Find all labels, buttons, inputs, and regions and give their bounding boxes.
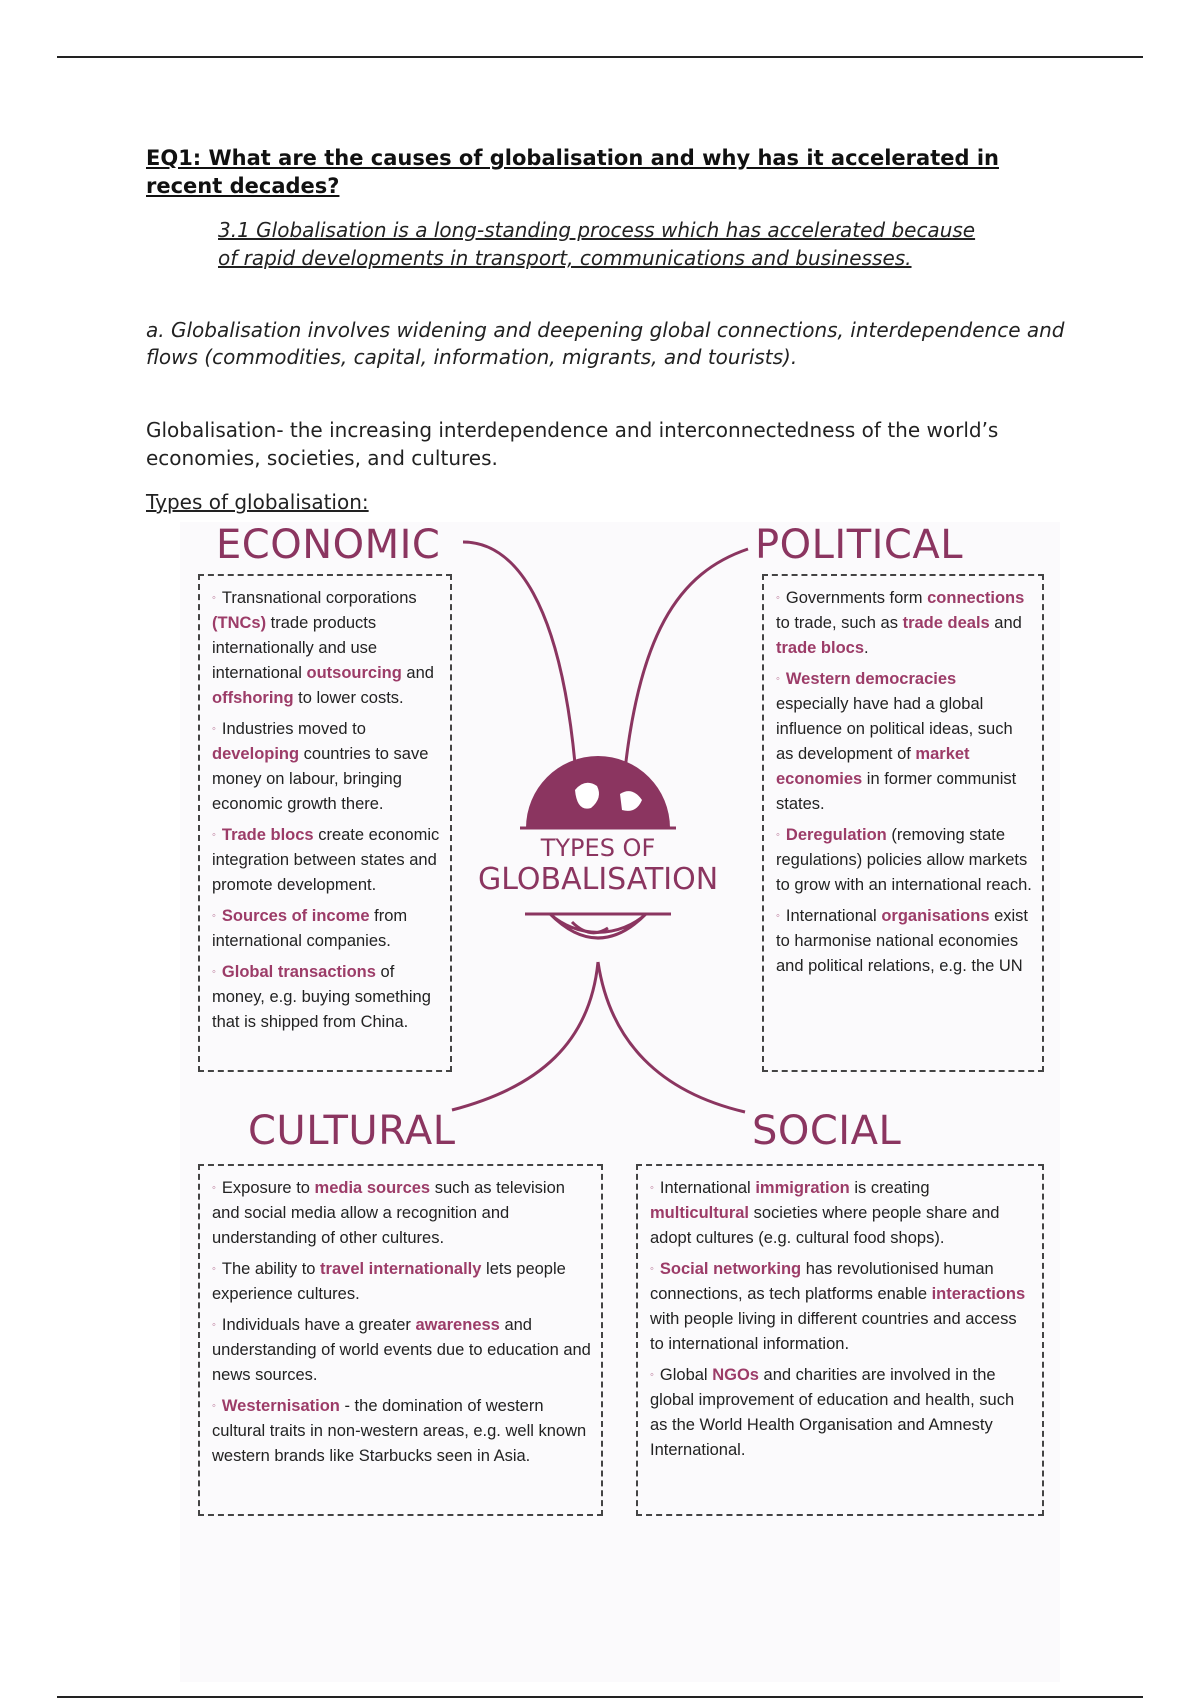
bullet-text: and charities are involved in the global improvement of education and health, such as the World Health Organisation and Amnesty International.: [650, 1366, 1015, 1459]
highlight-term: awareness: [415, 1316, 500, 1334]
bullet-item: [212, 904, 440, 954]
bullet-icon: ◦: [212, 1263, 216, 1275]
bullet-icon: ◦: [212, 723, 216, 735]
bullet-text: countries to save money on labour, bringing economic growth there.: [212, 745, 429, 813]
highlight-term: connections: [927, 589, 1025, 607]
bullet-text: Individuals have a greater: [221, 1316, 416, 1334]
highlight-term: organisations: [881, 907, 990, 925]
bullet-icon: ◦: [212, 966, 216, 978]
social-list: [650, 1176, 1032, 1463]
bullet-text: and understanding of world events due to education and news sources.: [212, 1316, 591, 1384]
economic-list: [212, 586, 440, 1035]
bullet-icon: ◦: [650, 1263, 654, 1275]
bullet-icon: ◦: [776, 910, 780, 922]
bullet-item: [212, 823, 440, 898]
bullet-icon: ◦: [212, 1182, 216, 1194]
bullet-text: - the domination of western cultural traits in non-western areas, e.g. well known western brands like Starbucks seen in Asia.: [212, 1397, 587, 1465]
bullet-text: trade products internationally and use international: [212, 614, 378, 682]
bullet-text: Exposure to: [221, 1179, 315, 1197]
bullet-item: [212, 1313, 591, 1388]
bullet-text: lets people experience cultures.: [212, 1260, 566, 1303]
bullet-text: especially have had a global influence on political ideas, such as development of: [776, 695, 1013, 763]
highlight-term: travel internationally: [320, 1260, 482, 1278]
highlight-term: Social networking: [659, 1260, 802, 1278]
bullet-text: from international companies.: [212, 907, 408, 950]
bullet-text: .: [864, 639, 869, 657]
bullet-text: and: [401, 664, 434, 682]
cultural-list: [212, 1176, 591, 1469]
highlight-term: (TNCs): [212, 614, 267, 632]
bullet-text: The ability to: [221, 1260, 321, 1278]
bullet-text: has revolutionised human connections, as tech platforms enable: [650, 1260, 994, 1303]
center-title-line2: GLOBALISATION: [478, 862, 719, 897]
highlight-term: outsourcing: [306, 664, 402, 682]
bullet-icon: ◦: [212, 910, 216, 922]
bullet-item: [212, 717, 440, 817]
bullet-text: such as television and social media allow a recognition and understanding of other cultures.: [212, 1179, 565, 1247]
bullet-item: [776, 823, 1032, 898]
bullet-item: [776, 586, 1032, 661]
bullet-text: to lower costs.: [293, 689, 404, 707]
bullet-item: [776, 667, 1032, 817]
types-of-globalisation-infographic: [180, 522, 1060, 1682]
highlight-term: Westernisation: [221, 1397, 340, 1415]
bullet-item: [650, 1176, 1032, 1251]
bullet-item: [212, 1176, 591, 1251]
political-list: [776, 586, 1032, 979]
highlight-term: interactions: [931, 1285, 1026, 1303]
definition: Globalisation- the increasing interdependence and interconnectedness of the world’s economies, societies, and cultures.: [146, 418, 999, 470]
highlight-term: Trade blocs: [221, 826, 314, 844]
bullet-item: [776, 904, 1032, 979]
highlight-term: trade deals: [902, 614, 990, 632]
center-title-line1: TYPES OF: [540, 834, 656, 862]
bullet-text: and: [989, 614, 1022, 632]
highlight-term: offshoring: [212, 689, 294, 707]
bullet-text: exist to harmonise national economies and political relations, e.g. the UN: [776, 907, 1029, 975]
bullet-text: Governments form: [785, 589, 928, 607]
highlight-term: multicultural: [650, 1204, 750, 1222]
bullet-text: International: [785, 907, 882, 925]
bullet-icon: ◦: [212, 829, 216, 841]
top-rule: [57, 56, 1143, 58]
highlight-term: Global transactions: [221, 963, 376, 981]
bullet-icon: ◦: [776, 829, 780, 841]
bullet-item: [212, 1257, 591, 1307]
bullet-text: is creating: [849, 1179, 930, 1197]
bullet-item: [212, 960, 440, 1035]
highlight-term: developing: [212, 745, 300, 763]
bullet-icon: ◦: [212, 1319, 216, 1331]
political-title: POLITICAL: [755, 522, 963, 568]
bullet-text: create economic integration between states and promote development.: [212, 826, 440, 894]
highlight-term: Sources of income: [221, 907, 370, 925]
bullet-text: in former communist states.: [776, 770, 1017, 813]
bullet-text: Industries moved to: [221, 720, 366, 738]
bullet-icon: ◦: [650, 1369, 654, 1381]
bullet-icon: ◦: [212, 1400, 216, 1412]
bullet-item: [212, 586, 440, 711]
highlight-term: Deregulation: [785, 826, 887, 844]
social-title: SOCIAL: [752, 1108, 902, 1154]
bullet-item: [650, 1257, 1032, 1357]
bullet-item: [650, 1363, 1032, 1463]
bullet-item: [212, 1394, 591, 1469]
cultural-title: CULTURAL: [248, 1108, 456, 1154]
highlight-term: NGOs: [712, 1366, 759, 1384]
highlight-term: trade blocs: [776, 639, 865, 657]
bullet-text: Transnational corporations: [221, 589, 417, 607]
bullet-text: to trade, such as: [776, 614, 903, 632]
bullet-icon: ◦: [650, 1182, 654, 1194]
types-label: Types of globalisation:: [146, 490, 369, 514]
bullet-text: (removing state regulations) policies allow markets to grow with an international reach.: [776, 826, 1032, 894]
social-box: [636, 1164, 1044, 1516]
highlight-term: market economies: [776, 745, 970, 788]
political-box: [762, 574, 1044, 1072]
highlight-term: immigration: [755, 1179, 850, 1197]
bottom-rule: [57, 1696, 1143, 1698]
highlight-term: Western democracies: [785, 670, 957, 688]
bullet-icon: ◦: [776, 592, 780, 604]
page-heading: EQ1: What are the causes of globalisation and why has it accelerated in recent decades?: [146, 146, 999, 198]
bullet-text: Global: [659, 1366, 713, 1384]
economic-box: [198, 574, 452, 1072]
bullet-text: societies where people share and adopt cultures (e.g. cultural food shops).: [650, 1204, 1000, 1247]
bullet-text: of money, e.g. buying something that is shipped from China.: [212, 963, 431, 1031]
highlight-term: media sources: [314, 1179, 431, 1197]
bullet-icon: ◦: [212, 592, 216, 604]
point-a: a. Globalisation involves widening and deepening global connections, interdependence and flows (commodities, capital, information, migrants, and tourists).: [146, 318, 1065, 369]
bullet-text: with people living in different countries and access to international information.: [650, 1310, 1017, 1353]
cultural-box: [198, 1164, 603, 1516]
sub-heading: 3.1 Globalisation is a long-standing process which has accelerated because of rapid developments in transport, communications and businesses.: [218, 218, 976, 270]
economic-title: ECONOMIC: [216, 522, 441, 568]
bullet-text: International: [659, 1179, 756, 1197]
bullet-icon: ◦: [776, 673, 780, 685]
